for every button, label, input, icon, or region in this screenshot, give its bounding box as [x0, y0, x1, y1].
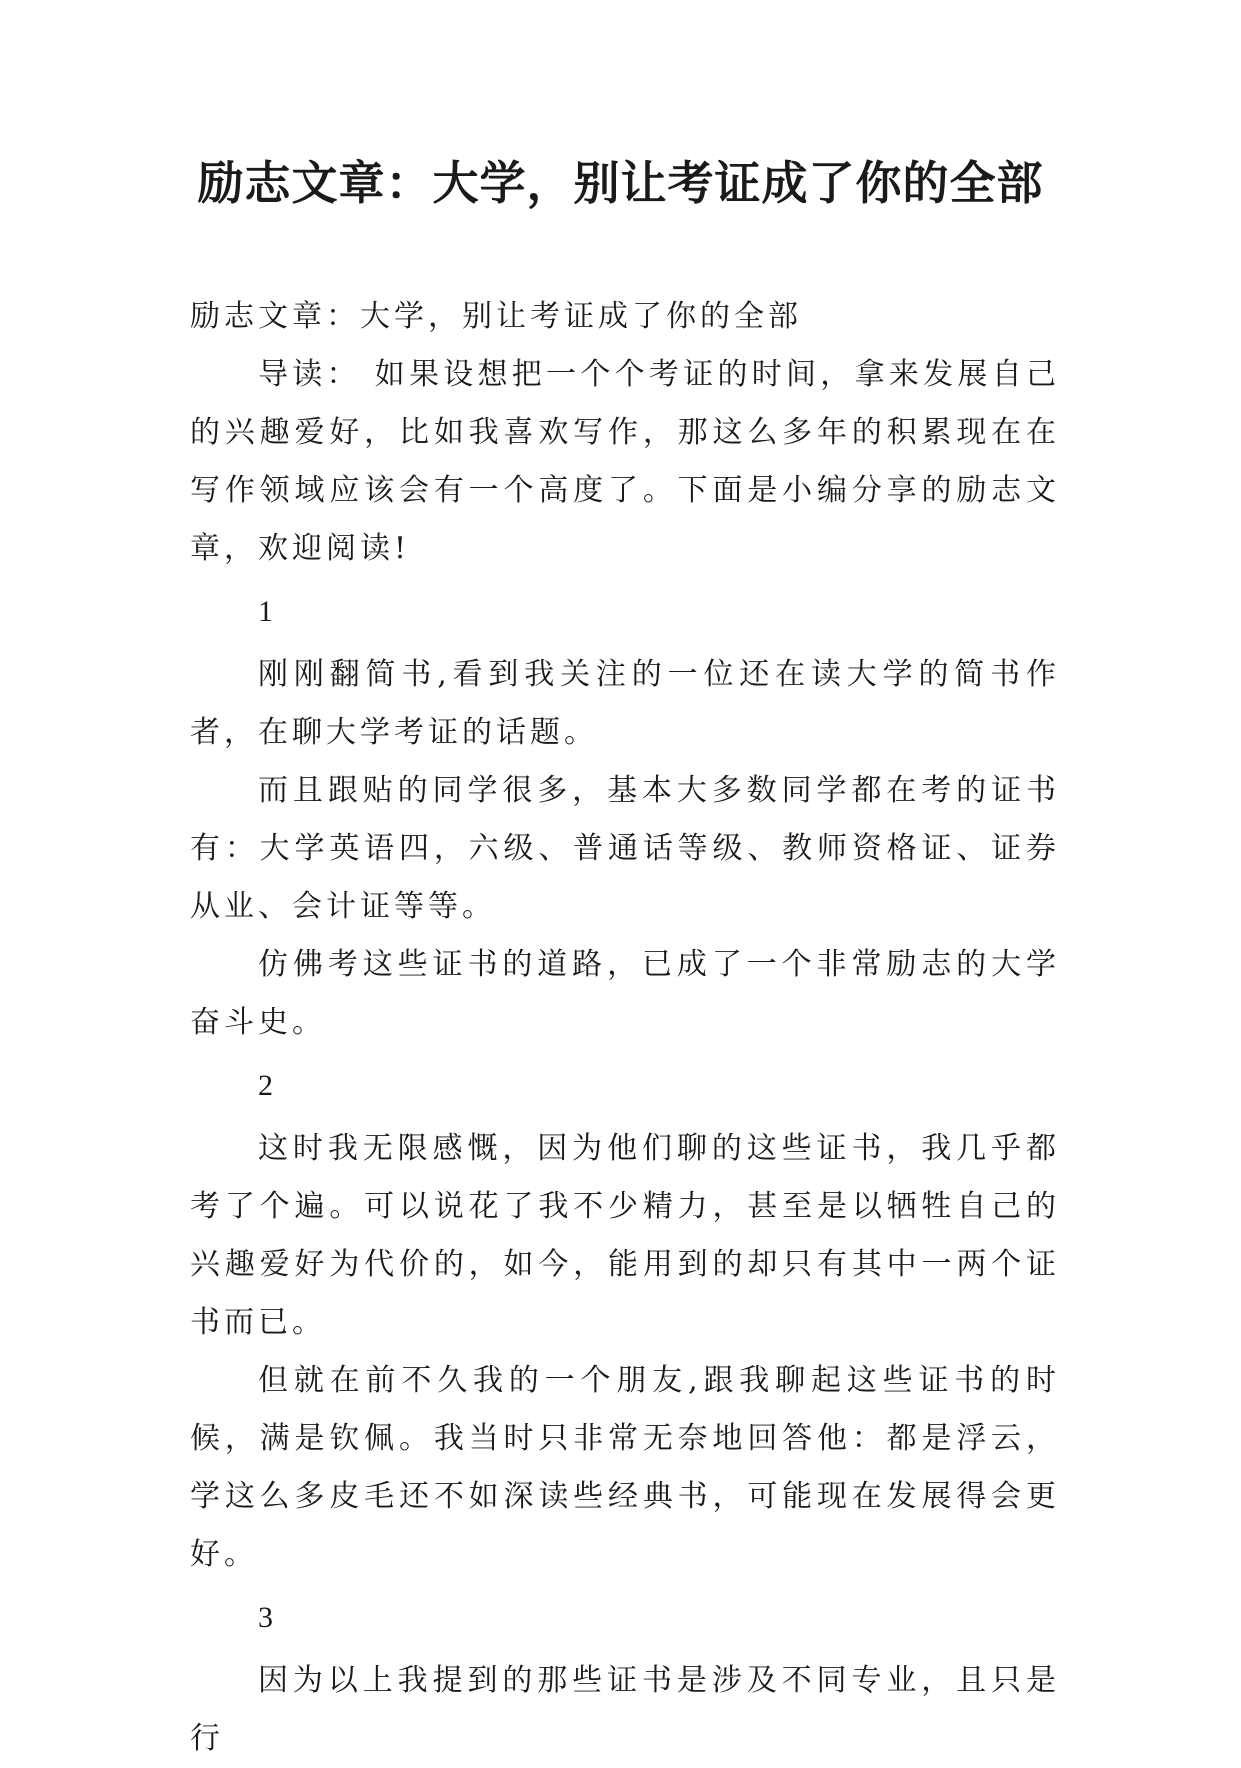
section-number-2: 2 — [258, 1069, 277, 1102]
paragraph: 而且跟贴的同学很多，基本大多数同学都在考的证书有：大学英语四，六级、普通话等级、教师资格证、证券从业、会计证等等。 — [190, 773, 1060, 924]
document-body — [190, 288, 1060, 1768]
paragraph: 刚刚翻简书,看到我关注的一位还在读大学的简书作者，在聊大学考证的话题。 — [190, 657, 1060, 750]
document-title: 励志文章：大学，别让考证成了你的全部 — [197, 156, 1044, 210]
section-number-1: 1 — [258, 595, 277, 628]
paragraph: 但就在前不久我的一个朋友,跟我聊起这些证书的时候，满是钦佩。我当时只非常无奈地回答他：都是浮云，学这么多皮毛还不如深读些经典书，可能现在发展得会更好。 — [190, 1363, 1060, 1572]
document-subtitle: 励志文章：大学，别让考证成了你的全部 — [190, 299, 802, 334]
paragraph: 仿佛考这些证书的道路，已成了一个非常励志的大学奋斗史。 — [190, 947, 1060, 1040]
paragraph: 这时我无限感慨，因为他们聊的这些证书，我几乎都考了个遍。可以说花了我不少精力，甚至是以牺牲自己的兴趣爱好为代价的，如今，能用到的却只有其中一两个证书而已。 — [190, 1131, 1060, 1340]
section-number-3: 3 — [258, 1601, 277, 1634]
paragraph-intro: 导读： 如果设想把一个个考证的时间，拿来发展自己的兴趣爱好，比如我喜欢写作，那这么多年的积累现在在写作领域应该会有一个高度了。下面是小编分享的励志文章，欢迎阅读! — [190, 357, 1060, 566]
paragraph: 因为以上我提到的那些证书是涉及不同专业，且只是行 — [190, 1663, 1060, 1756]
